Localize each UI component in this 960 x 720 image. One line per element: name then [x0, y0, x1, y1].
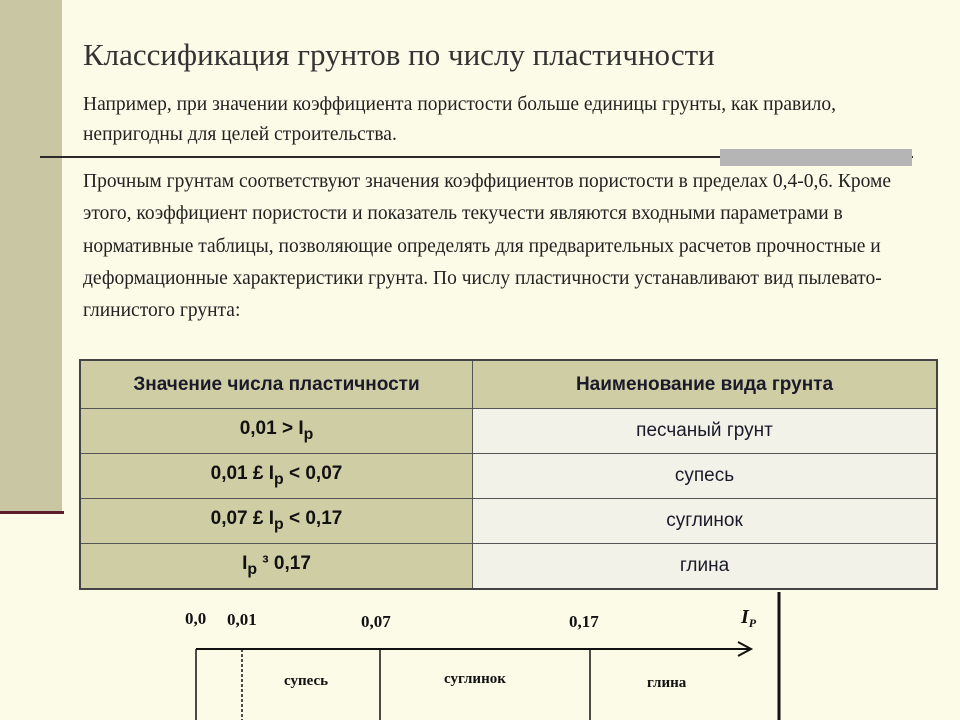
range-text: 0,01 > I — [239, 418, 304, 440]
range-text-end: < 0,07 — [283, 463, 343, 485]
header-soil-type: Наименование вида грунта — [473, 360, 938, 409]
axis-label-sub: P — [748, 616, 757, 630]
range-text: 0,01 £ I — [210, 463, 275, 485]
tick-label: 0,0 — [185, 609, 207, 628]
range-text-end: ³ 0,17 — [257, 553, 311, 575]
range-subscript: p — [274, 515, 284, 533]
range-text: I — [242, 553, 248, 575]
range-text-end: < 0,17 — [283, 508, 343, 530]
axis-label-main: I — [741, 606, 749, 628]
soil-name-cell: песчаный грунт — [473, 409, 938, 454]
axis-label — [740, 606, 757, 630]
soil-name-cell: супесь — [473, 454, 938, 499]
range-subscript: p — [247, 560, 258, 578]
tick-label: 0,07 — [361, 612, 391, 631]
segment-label: супесь — [284, 673, 329, 689]
soil-name-cell: глина — [473, 544, 938, 590]
segment-label: глина — [647, 675, 687, 691]
slide-title: Классификация грунтов по числу пластичности — [83, 37, 715, 72]
tick-label: 0,01 — [227, 610, 257, 629]
tick-label: 0,17 — [569, 612, 599, 631]
body-paragraph: Прочным грунтам соответствуют значения коэффициентов пористости в пределах 0,4-0,6. Кроме этого, коэффициент пористости и показатель текучести являются входными параметрами в нормативные таблицы, позволяющие определять для предварительных расчетов прочностные и деформационные характеристики грунта. По числу пластичности устанавливают вид пылевато-глинистого грунта: — [83, 171, 892, 322]
intro-paragraph: Например, при значении коэффициента пористости больше единицы грунты, как правило, непригодны для целей строительства. — [83, 94, 837, 145]
header-plasticity-value: Значение числа пластичности — [80, 360, 473, 409]
segment-label: суглинок — [444, 671, 506, 687]
range-subscript: p — [303, 425, 314, 443]
soil-name-cell: суглинок — [473, 499, 938, 544]
range-subscript: p — [274, 470, 284, 488]
range-text: 0,07 £ I — [210, 508, 275, 530]
